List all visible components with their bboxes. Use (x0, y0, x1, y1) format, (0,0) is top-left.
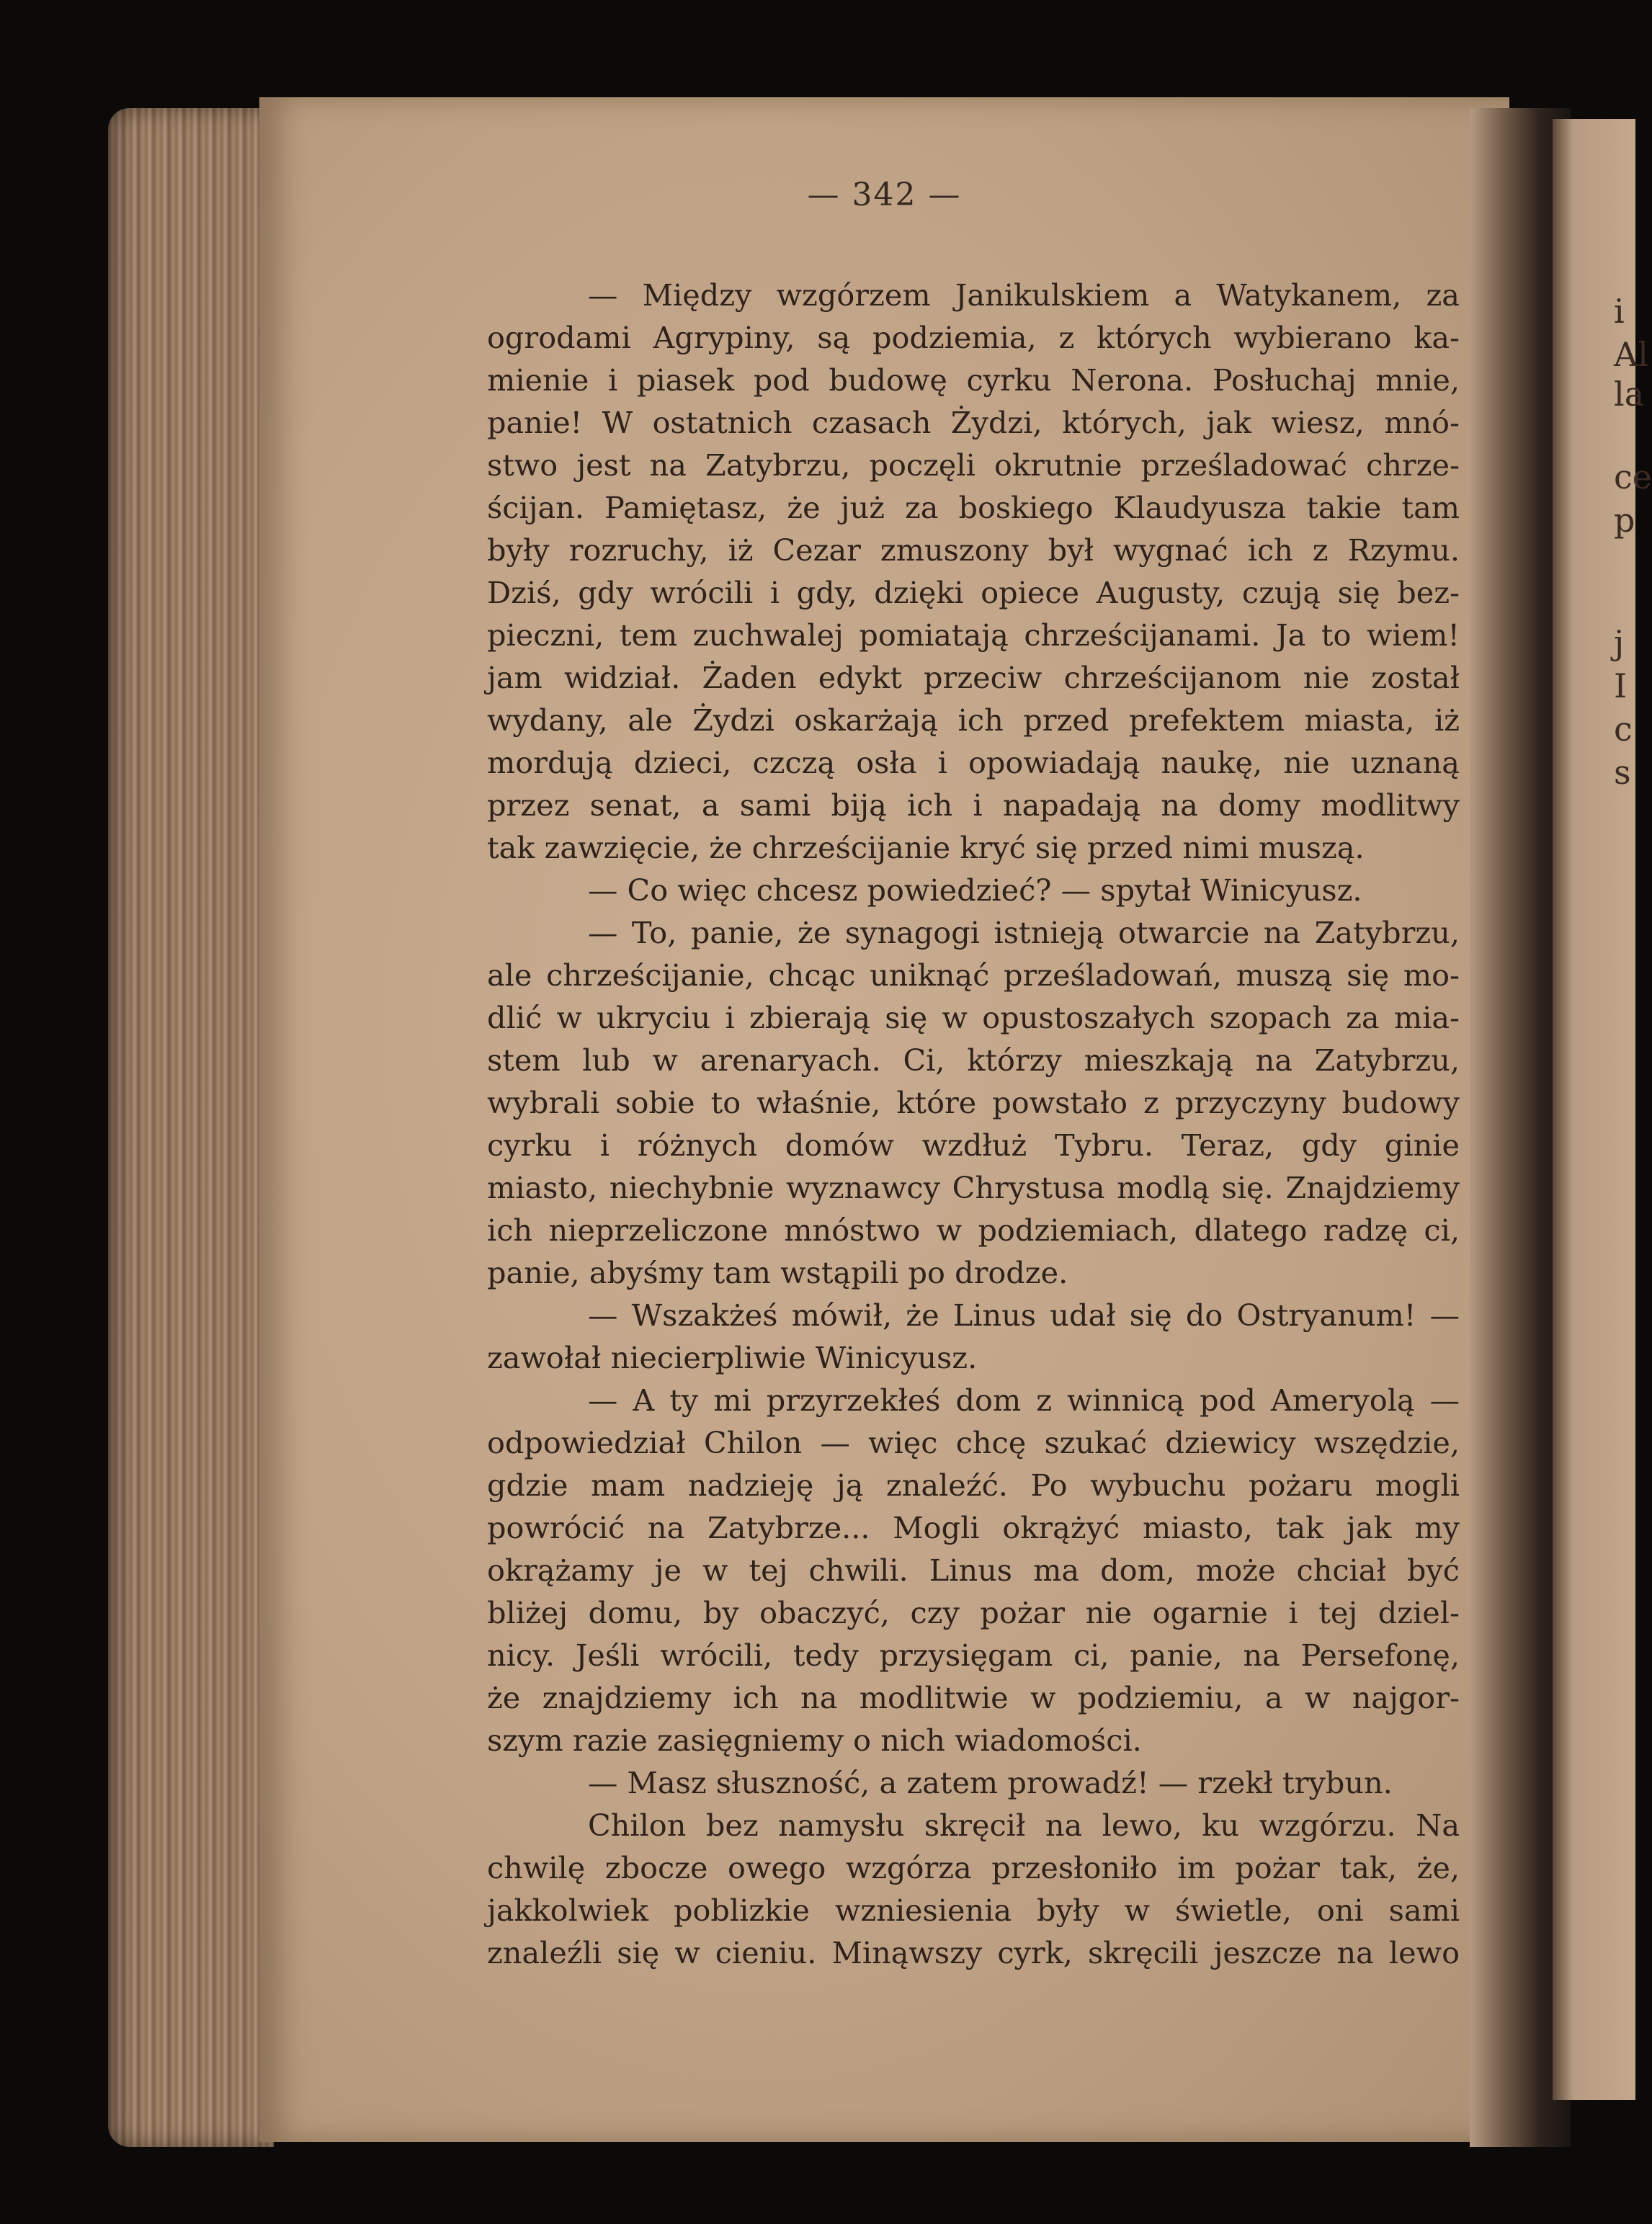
next-page-edge (1553, 119, 1652, 2100)
text-line: ich nieprzeliczone mnóstwo w podziemiach, dlatego radzę ci, (487, 1213, 1460, 1248)
next-page-fragment: c (1614, 710, 1633, 749)
next-page-fragment: la (1614, 375, 1645, 414)
text-line: chwilę zbocze owego wzgórza przesłoniło im pożar tak, że, (487, 1851, 1460, 1885)
text-line: — Masz słuszność, a zatem prowadź! — rzekł trybun. (588, 1766, 1393, 1800)
text-line: gdzie mam nadzieję ją znaleźć. Po wybuchu pożaru mogli (487, 1468, 1460, 1503)
text-line: Chilon bez namysłu skręcił na lewo, ku wzgórzu. Na (588, 1808, 1460, 1843)
text-line: przez senat, a sami biją ich i napadają na domy modlitwy (487, 788, 1460, 823)
text-line: tak zawzięcie, że chrześcijanie kryć się przed nimi muszą. (487, 831, 1365, 865)
next-page-fragment: i (1614, 292, 1625, 331)
text-line: — To, panie, że synagogi istnieją otwarcie na Zatybrzu, (588, 916, 1460, 950)
text-line: — Co więc chcesz powiedzieć? — spytał Winicyusz. (588, 873, 1362, 908)
text-line: Dziś, gdy wrócili i gdy, dzięki opiece Augusty, czują się bez- (487, 576, 1460, 610)
next-page-fragment: Al (1614, 335, 1648, 374)
text-line: mienie i piasek pod budowę cyrku Nerona. Posłuchaj mnie, (487, 363, 1460, 398)
text-line: ścijan. Pamiętasz, że już za boskiego Klaudyusza takie tam (487, 491, 1460, 525)
text-line: okrążamy je w tej chwili. Linus ma dom, może chciał być (487, 1553, 1460, 1588)
next-page-fragment: I (1614, 666, 1628, 705)
next-page-fragment: p (1614, 501, 1635, 540)
text-line: ale chrześcijanie, chcąc uniknąć prześladowań, muszą się mo- (487, 958, 1460, 993)
text-line: były rozruchy, iż Cezar zmuszony był wygnać ich z Rzymu. (487, 533, 1460, 568)
text-line: bliżej domu, by obaczyć, czy pożar nie ogarnie i tej dziel- (487, 1596, 1460, 1630)
text-line: powrócić na Zatybrze... Mogli okrążyć miasto, tak jak my (487, 1511, 1460, 1545)
text-line: — A ty mi przyrzekłeś dom z winnicą pod Ameryolą — (588, 1383, 1460, 1418)
text-line: — Wszakżeś mówił, że Linus udał się do Ostryanum! — (588, 1298, 1460, 1333)
next-page-fragment: s (1614, 753, 1631, 792)
text-line: miasto, niechybnie wyznawcy Chrystusa modlą się. Znajdziemy (487, 1171, 1460, 1205)
text-line: znaleźli się w cieniu. Minąwszy cyrk, skręcili jeszcze na lewo (487, 1936, 1460, 1970)
text-line: cyrku i różnych domów wzdłuż Tybru. Teraz, gdy ginie (487, 1128, 1460, 1163)
text-line: ogrodami Agrypiny, są podziemia, z których wybierano ka- (487, 321, 1460, 355)
text-line: jam widział. Żaden edykt przeciw chrześcijanom nie został (487, 661, 1460, 695)
text-line: jakkolwiek poblizkie wzniesienia były w świetle, oni sami (487, 1893, 1460, 1928)
text-line: wydany, ale Żydzi oskarżają ich przed prefektem miasta, iż (487, 703, 1460, 738)
text-line: pieczni, tem zuchwalej pomiatają chrześcijanami. Ja to wiem! (487, 618, 1460, 653)
text-line: odpowiedział Chilon — więc chcę szukać dziewicy wszędzie, (487, 1426, 1460, 1460)
next-page-fragment: j (1614, 623, 1625, 662)
text-line: — Między wzgórzem Janikulskiem a Watykanem, za (588, 278, 1460, 313)
text-line: wybrali sobie to właśnie, które powstało z przyczyny budowy (487, 1086, 1460, 1120)
text-line: panie! W ostatnich czasach Żydzi, których, jak wiesz, mnó- (487, 406, 1460, 440)
text-line: szym razie zasięgniemy o nich wiadomości. (487, 1723, 1142, 1758)
text-line: dlić w ukryciu i zbierają się w opustoszałych szopach za mia- (487, 1001, 1460, 1035)
text-line: stwo jest na Zatybrzu, poczęli okrutnie prześladować chrze- (487, 448, 1460, 483)
text-line: mordują dzieci, czczą osła i opowiadają naukę, nie uznaną (487, 746, 1460, 780)
page-number-header: — 342 — (807, 177, 962, 213)
text-line: że znajdziemy ich na modlitwie w podziemiu, a w najgor- (487, 1681, 1460, 1715)
text-line: nicy. Jeśli wrócili, tedy przysięgam ci, panie, na Persefonę, (487, 1638, 1460, 1673)
text-line: panie, abyśmy tam wstąpili po drodze. (487, 1256, 1068, 1290)
next-page-fragment: ce (1614, 457, 1652, 496)
text-line: stem lub w arenaryach. Ci, którzy mieszkają na Zatybrzu, (487, 1043, 1460, 1078)
page-edges (108, 108, 274, 2147)
body-text (487, 274, 1460, 1975)
text-line: zawołał niecierpliwie Winicyusz. (487, 1341, 978, 1375)
